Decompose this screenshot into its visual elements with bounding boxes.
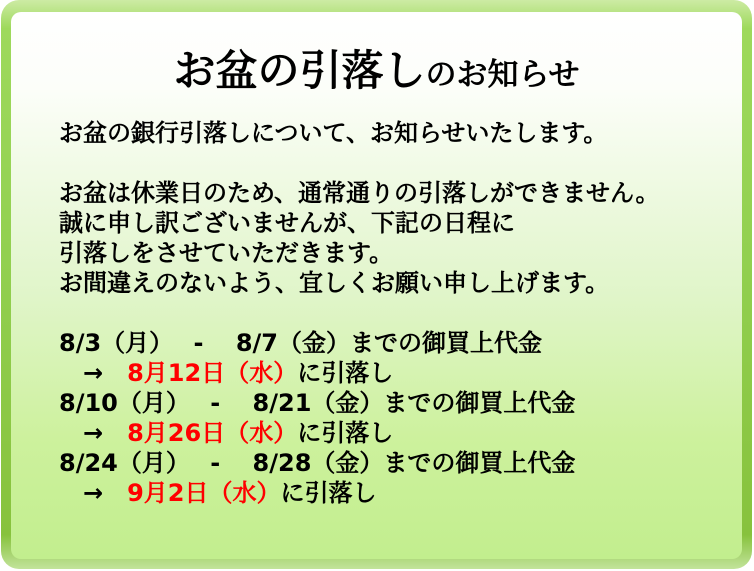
text-segment: 引落しをさせていただきます。: [59, 239, 394, 267]
text-segment: →: [59, 479, 128, 507]
text-line: [59, 238, 659, 268]
withdrawal-date-red: 9月2日（水）: [127, 479, 281, 507]
text-line: [59, 208, 659, 238]
notice-card-border: [1, 0, 752, 569]
withdrawal-date-red: 8月26日（水）: [127, 419, 298, 447]
text-line: [59, 358, 659, 388]
text-line: [59, 268, 659, 298]
text-segment: 誠に申し訳ございませんが、下記の日程に: [59, 209, 515, 237]
text-segment: お盆の銀行引落しについて、お知らせいたします。: [59, 119, 608, 147]
text-segment: に引落し: [297, 359, 394, 387]
text-line: [59, 448, 659, 478]
text-line: [59, 388, 659, 418]
withdrawal-date-red: 8月12日（水）: [127, 359, 298, 387]
text-line: [59, 118, 659, 148]
notice-card: [11, 12, 742, 559]
text-segment: に引落し: [297, 419, 394, 447]
text-line: [59, 418, 659, 448]
text-line: [59, 298, 659, 328]
notice-title-main: お盆の引落し: [173, 46, 426, 95]
text-line: [59, 148, 659, 178]
notice-title-suffix: のお知らせ: [425, 57, 580, 93]
text-segment: お盆は休業日のため、通常通りの引落しができません。: [59, 179, 660, 207]
notice-body: [59, 118, 659, 508]
text-line: [59, 178, 659, 208]
text-line: [59, 478, 659, 508]
text-segment: →: [59, 419, 128, 447]
text-segment: 8/24（月） - 8/28（金）までの御買上代金: [59, 449, 576, 477]
text-segment: →: [59, 359, 128, 387]
text-segment: 8/3（月） - 8/7（金）までの御買上代金: [59, 329, 542, 357]
notice-title: [11, 38, 742, 98]
text-line: [59, 328, 659, 358]
text-segment: に引落し: [280, 479, 377, 507]
text-segment: お間違えのないよう、宜しくお願い申し上げます。: [59, 269, 610, 297]
text-segment: 8/10（月） - 8/21（金）までの御買上代金: [59, 389, 576, 417]
